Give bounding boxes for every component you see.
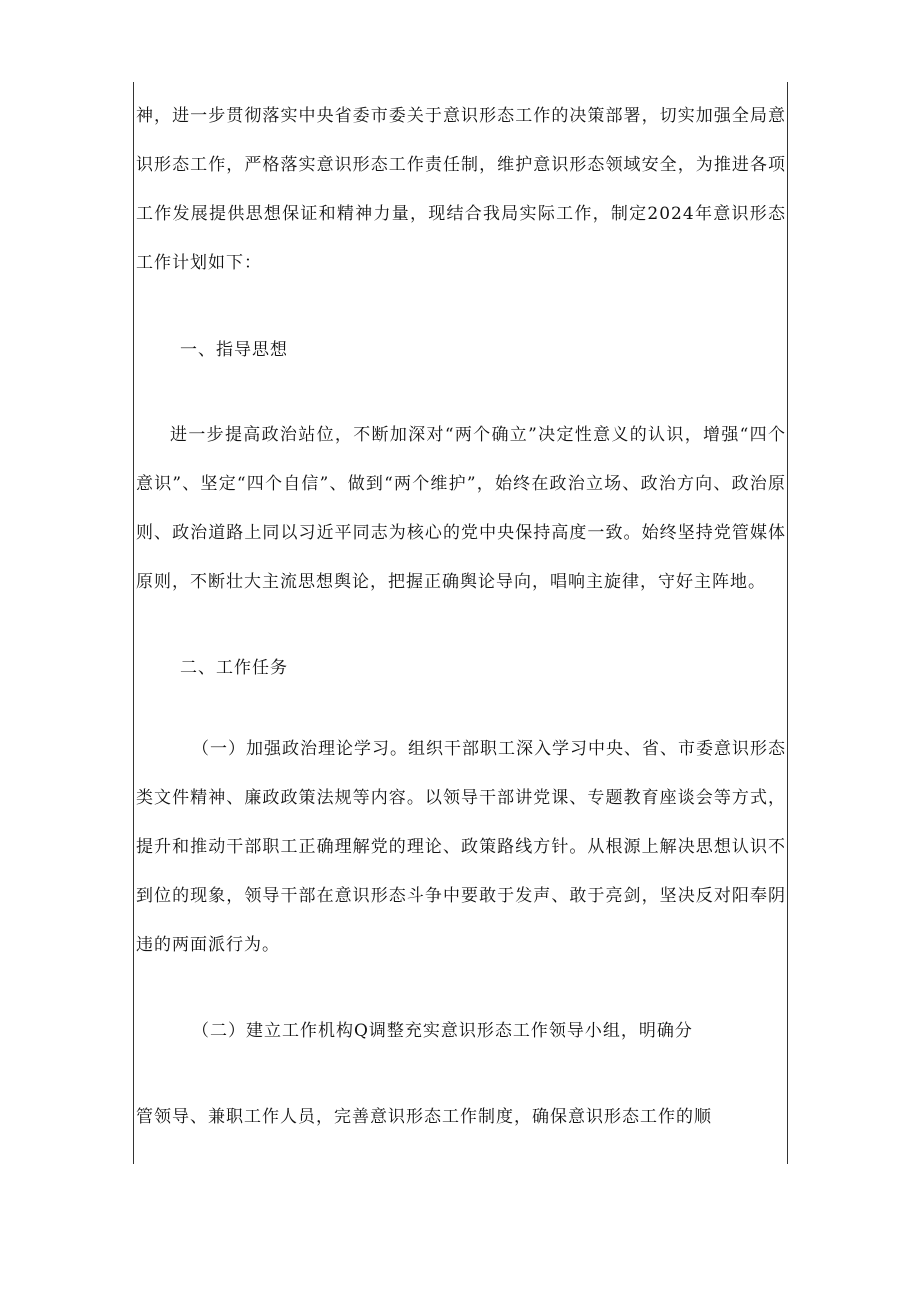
guiding-thought-paragraph: 进一步提高政治站位，不断加深对“两个确立”决定性意义的认识，增强“四个意识”、坚定“四个自信”、做到“两个维护”，始终在政治立场、政治方向、政治原则、政治道路上同以习近平同志为核心的党中央保持高度一致。始终坚持党管媒体原则，不断壮大主流思想舆论，把握正确舆论导向，唱响主旋律，守好主阵地。 [136, 425, 786, 592]
task-one-paragraph: （一）加强政治理论学习。组织干部职工深入学习中央、省、市委意识形态类文件精神、廉政政策法规等内容。以领导干部讲党课、专题教育座谈会等方式，提升和推动干部职工正确理解党的理论、政策路线方针。从根源上解决思想认识不到位的现象，领导干部在意识形态斗争中要敢于发声、敢于亮剑，坚决反对阳奉阴违的两面派行为。 [136, 739, 786, 955]
section-heading-guiding-thought: 一、指导思想 [180, 340, 288, 360]
intro-paragraph: 神，进一步贯彻落实中央省委市委关于意识形态工作的决策部署，切实加强全局意识形态工作，严格落实意识形态工作责任制，维护意识形态领域安全，为推进各项工作发展提供思想保证和精神力量，现结合我局实际工作，制定2024年意识形态工作计划如下： [136, 106, 786, 273]
task-two-paragraph: （二）建立工作机构Q调整充实意识形态工作领导小组，明确分 [192, 1021, 693, 1041]
section-heading-tasks: 二、工作任务 [180, 658, 288, 678]
document-body [136, 92, 786, 1142]
task-two-continuation: 管领导、兼职工作人员，完善意识形态工作制度，确保意识形态工作的顺 [136, 1107, 712, 1127]
